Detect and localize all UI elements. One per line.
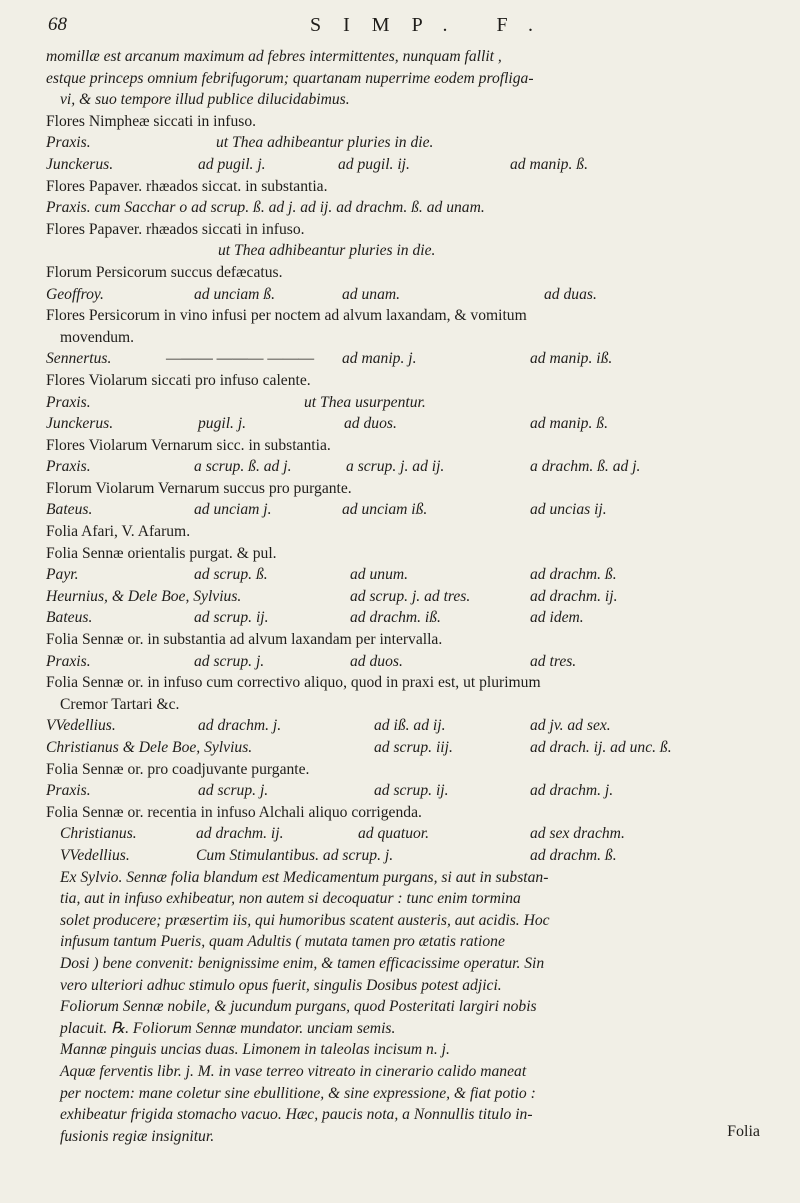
text-line [46,629,791,651]
text-segment: ad scrup. ij. [194,609,269,627]
text-segment: ad drach. ij. ad unc. ß. [530,739,672,756]
text-line [46,284,791,306]
text-segment: movendum. [60,328,135,346]
text-line [46,478,791,500]
text-segment: Geoffroy. [46,285,104,303]
text-segment: ad unum. [350,566,409,584]
text-segment: ad duos. [344,415,397,433]
text-segment: Flores Papaver. rhæados siccati in infuso. [46,220,305,238]
text-segment: Praxis. [46,393,91,411]
text-line [46,780,791,802]
text-segment: Christianus & Dele Boe, Sylvius. [46,739,253,756]
text-line [46,953,791,975]
text-segment: infusum tantum Pueris, quam Adultis ( mutata tamen pro ætatis ratione [60,933,505,951]
text-segment: Ex Sylvio. Sennæ folia blandum est Medicamentum purgans, si aut in substan- [60,868,549,886]
text-segment: Praxis. cum Sacchar o ad scrup. ß. ad j. ad ij. ad drachm. ß. ad unam. [46,199,485,217]
text-line [46,68,791,90]
text-line [46,521,791,543]
text-segment: momillæ est arcanum maximum ad febres intermittentes, nunquam fallit , [46,48,502,65]
text-segment: ad uncias ij. [530,501,607,519]
text-segment: Foliorum Sennæ nobile, & jucundum purgans, quod Posteritati largiri nobis [60,998,537,1016]
text-line [46,456,791,478]
text-line [46,737,791,759]
text-line [46,1039,791,1061]
text-segment: Folia Afari, V. Afarum. [46,523,191,541]
text-segment: placuit. ℞. Foliorum Sennæ mundator. unciam semis. [60,1019,396,1037]
text-segment: ad scrup. j. [194,652,265,670]
text-segment: Heurnius, & Dele Boe, Sylvius. [46,587,242,605]
text-segment: Christianus. [60,825,137,843]
text-line [46,111,791,133]
text-segment: ad drachm. ij. [530,587,618,605]
page-header [48,14,780,40]
text-segment: Folia Sennæ or. in substantia ad alvum laxandam per intervalla. [46,631,443,649]
text-segment: ad manip. iß. [530,350,613,368]
text-segment: ut Thea adhibeantur pluries in die. [218,242,436,260]
text-segment: tia, aut in infuso exhibeatur, non autem si decoquatur : tunc enim tormina [60,890,521,908]
text-segment: ad scrup. ß. [194,566,268,584]
text-segment: ad scrup. ij. [374,782,449,800]
text-segment: ad drachm. ß. [530,566,617,584]
text-segment: ad iß. ad ij. [374,717,446,735]
text-segment: Aquæ ferventis libr. j. M. in vase terreo vitreato in cinerario calido maneat [60,1062,527,1080]
text-line [46,240,791,262]
text-segment: Folia Sennæ or. recentia in infuso Alchali aliquo corrigenda. [46,803,422,821]
text-line [46,197,791,219]
text-segment: Praxis. [46,458,91,476]
text-segment: estque princeps omnium febrifugorum; quartanam nuperrime eodem profliga- [46,69,534,87]
text-line [46,823,791,845]
text-segment: ad manip. j. [342,350,417,368]
text-segment: fusionis regiæ insignitur. [60,1127,215,1145]
text-segment: Cum Stimulantibus. ad scrup. j. [196,846,394,864]
text-line [46,262,791,284]
text-line [46,1083,791,1105]
text-segment: solet producere; præsertim iis, qui humoribus scatent austeris, aut acidis. Hoc [60,911,550,929]
text-segment: Florum Persicorum succus defæcatus. [46,263,283,281]
text-segment: Praxis. [46,652,91,670]
text-line [46,564,791,586]
text-segment: Dosi ) bene convenit: benignissime enim, & tamen efficacissime operatur. Sin [60,954,545,972]
text-line [46,370,791,392]
text-line [46,89,791,111]
text-segment: Praxis. [46,134,91,152]
text-line [46,348,791,370]
text-segment: ad scrup. j. ad tres. [350,587,471,605]
text-segment: Bateus. [46,609,93,627]
text-line [46,499,791,521]
text-segment: Folia Sennæ or. pro coadjuvante purgante. [46,760,310,778]
text-segment: ad drachm. ß. [530,846,617,864]
text-segment: vi, & suo tempore illud publice dilucidabimus. [60,91,350,109]
text-segment: Flores Nimpheæ siccati in infuso. [46,112,257,130]
text-segment: Payr. [46,566,79,584]
text-segment: ad manip. ß. [510,155,588,173]
text-segment: Praxis. [46,782,91,800]
text-segment: vero ulteriori adhuc stimulo opus fuerit, singulis Dosibus potest adjici. [60,976,502,994]
text-line [46,607,791,629]
text-line [46,651,791,673]
text-line [46,888,791,910]
text-segment: ad unciam ß. [194,285,275,303]
text-line [46,910,791,932]
text-segment: exhibeatur frigida stomacho vacuo. Hæc, paucis nota, a Nonnullis titulo in- [60,1106,533,1124]
text-segment: Sennertus. [46,350,112,368]
text-segment: Folia Sennæ orientalis purgat. & pul. [46,544,277,562]
text-segment: VVedellius. [60,846,130,864]
text-segment: a scrup. j. ad ij. [346,458,445,476]
text-segment: ad drachm. iß. [350,609,441,627]
text-line [46,867,791,889]
text-segment: ad sex drachm. [530,825,625,843]
text-segment: ad drachm. j. [198,717,282,735]
text-segment: ad quatuor. [358,825,430,843]
text-segment: ad unciam iß. [342,501,428,519]
text-line [46,154,791,176]
text-line [46,845,791,867]
text-line [46,327,791,349]
text-line [46,586,791,608]
text-line [46,715,791,737]
text-segment: Flores Violarum siccati pro infuso calente. [46,371,311,389]
text-segment: ad manip. ß. [530,415,608,433]
text-segment: ad jv. ad sex. [530,717,611,735]
text-segment: ad scrup. iij. [374,739,453,756]
text-segment: Cremor Tartari &c. [60,695,180,713]
text-line [46,931,791,953]
text-segment: ut Thea adhibeantur pluries in die. [216,134,434,152]
text-segment: per noctem: mane coletur sine ebullitione, & sine expressione, & fiat potio : [60,1084,536,1102]
text-segment: ad unam. [342,285,401,303]
text-line [46,1126,791,1148]
text-segment: ad duos. [350,652,403,670]
text-line [46,435,791,457]
text-segment: ad tres. [530,652,577,670]
text-line [46,1104,791,1126]
catchword: Folia [727,1123,760,1140]
text-segment: ad drachm. ij. [196,825,284,843]
text-segment: ad drachm. j. [530,782,614,800]
text-segment: Flores Papaver. rhæados siccat. in substantia. [46,177,328,195]
text-segment: Junckerus. [46,155,114,173]
text-segment: ad duas. [544,285,597,303]
text-segment: a scrup. ß. ad j. [194,458,292,476]
text-segment: ad unciam j. [194,501,272,519]
text-line [46,132,791,154]
text-segment: ad scrup. j. [198,782,269,800]
text-segment: ad idem. [530,609,584,627]
text-line [46,759,791,781]
text-segment: ad pugil. ij. [338,155,410,173]
text-segment: pugil. j. [198,415,247,433]
text-line [46,176,791,198]
text-line [46,694,791,716]
text-segment: Flores Persicorum in vino infusi per noctem ad alvum laxandam, & vomitum [46,307,527,325]
text-line [46,305,791,327]
text-line [46,543,791,565]
text-line [46,392,791,414]
text-segment: Florum Violarum Vernarum succus pro purgante. [46,479,352,497]
page-number: 68 [48,14,67,35]
text-segment: Junckerus. [46,415,114,433]
running-head: SIMP. F. [310,14,555,36]
text-segment: ut Thea usurpentur. [304,393,426,411]
text-line [46,1061,791,1083]
text-segment: Folia Sennæ or. in infuso cum correctivo aliquo, quod in praxi est, ut plurimum [46,674,541,692]
text-line [46,219,791,241]
text-line [46,975,791,997]
text-segment: a drachm. ß. ad j. [530,458,641,476]
text-line [46,802,791,824]
text-line [46,46,791,68]
text-segment: Bateus. [46,501,93,519]
text-segment: Flores Violarum Vernarum sicc. in substantia. [46,436,331,454]
text-line [46,672,791,694]
text-segment: ad pugil. j. [198,155,266,173]
text-line [46,996,791,1018]
text-line [46,1018,791,1040]
text-line [46,413,791,435]
page-body [46,46,791,1147]
text-segment: ——— ——— ——— [166,350,315,368]
text-segment: VVedellius. [46,717,116,735]
text-segment: Mannæ pinguis uncias duas. Limonem in taleolas incisum n. j. [60,1041,450,1059]
